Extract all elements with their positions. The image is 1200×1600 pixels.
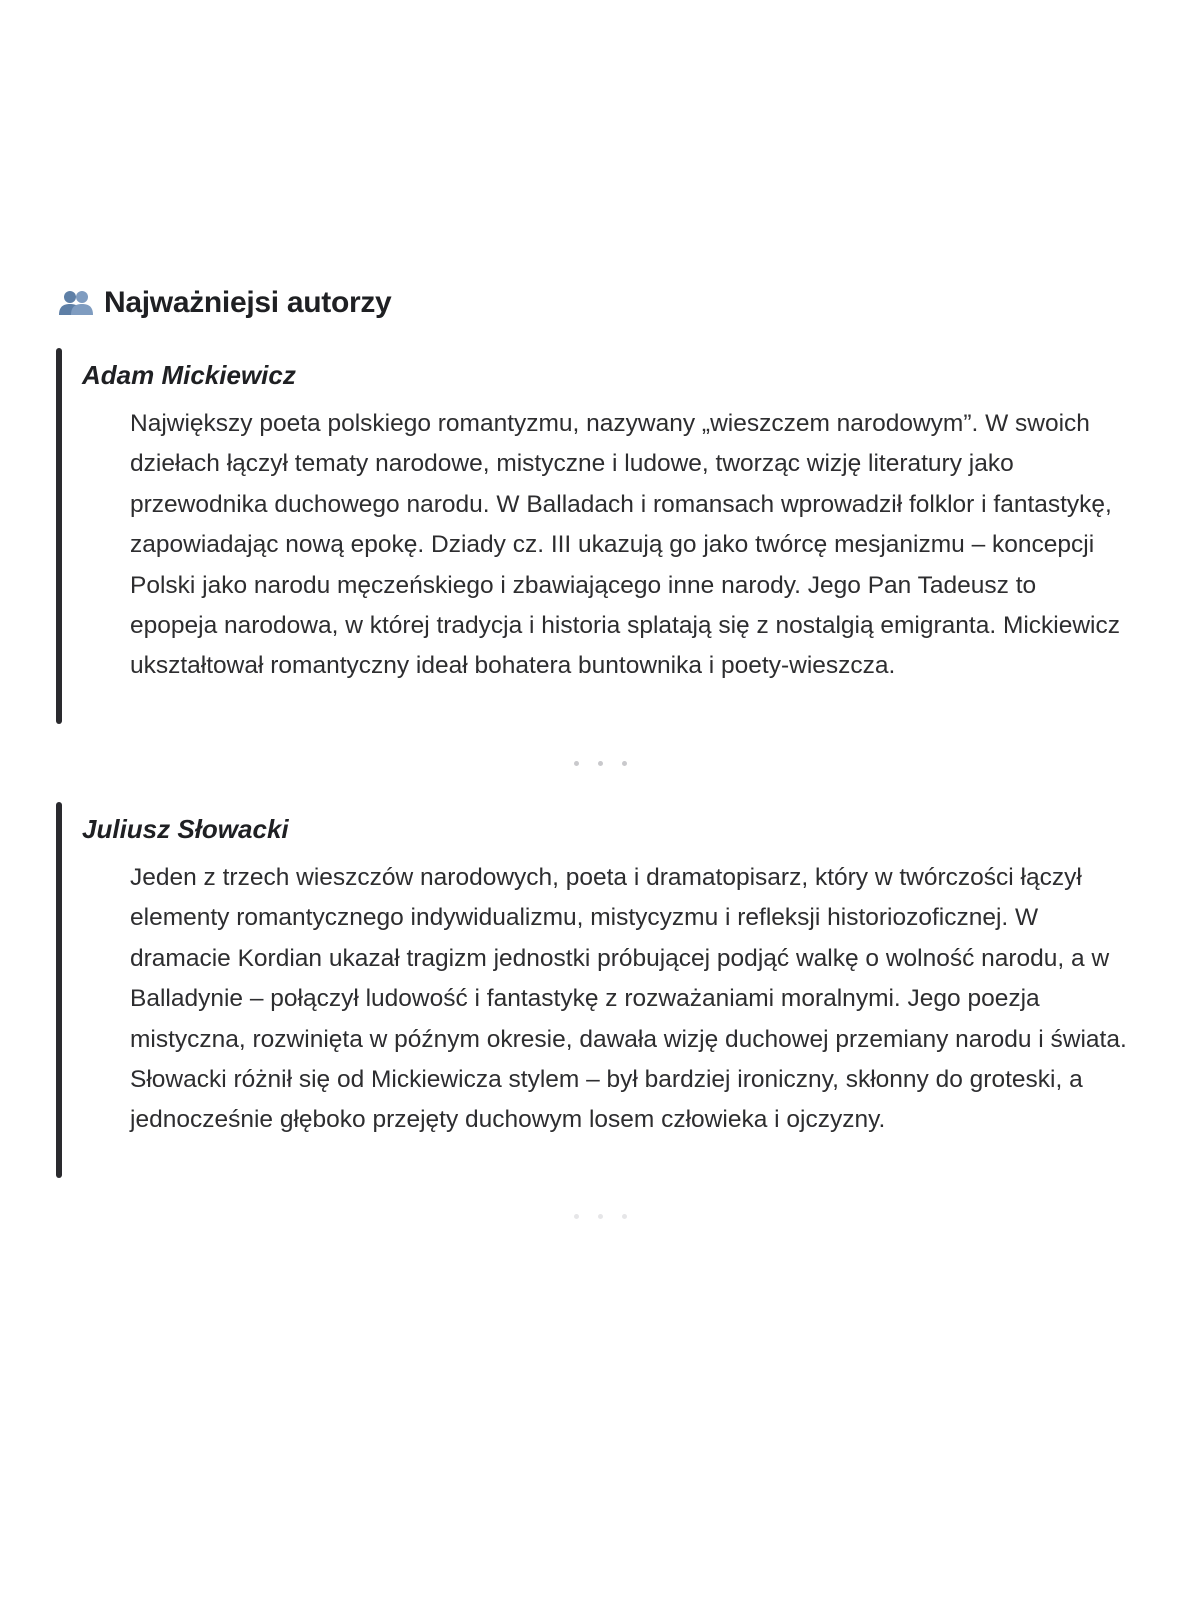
separator-dot <box>598 1214 603 1219</box>
separator <box>0 761 1200 766</box>
author-description: Jeden z trzech wieszczów narodowych, poeta i dramatopisarz, który w twórczości łączył elementy romantycznego indywidualizmu, mistycyzmu i refleksji historiozoficznej. W dramacie Kordian ukazał tragizm jednostki próbującej podjąć walkę o wolność narodu, a w Balladynie – połączył ludowość i fantastykę z rozważaniami moralnymi. Jego poezja mistyczna, rozwinięta w późnym okresie, dawała wizję duchowej przemiany narodu i świata. Słowacki różnił się od Mickiewicza stylem – był bardziej ironiczny, skłonny do groteski, a jednocześnie głęboko przejęty duchowym losem człowieka i ojczyzny. <box>130 864 1127 1134</box>
section-title: Najważniejsi autorzy <box>104 286 392 319</box>
people-icon <box>58 289 94 317</box>
section-header <box>58 286 391 320</box>
author-name: Juliusz Słowacki <box>82 814 289 844</box>
quote-bar <box>56 802 62 1178</box>
separator <box>0 1214 1200 1219</box>
quote-bar <box>56 348 62 724</box>
separator-dot <box>574 761 579 766</box>
author-block-slowacki <box>56 802 1146 1178</box>
separator-dot <box>622 1214 627 1219</box>
separator-dot <box>622 761 627 766</box>
author-description: Największy poeta polskiego romantyzmu, nazywany „wieszczem narodowym”. W swoich dziełach łączył tematy narodowe, mistyczne i ludowe, tworząc wizję literatury jako przewodnika duchowego narodu. W Balladach i romansach wprowadził folklor i fantastykę, zapowiadając nową epokę. Dziady cz. III ukazują go jako twórcę mesjanizmu – koncepcji Polski jako narodu męczeńskiego i zbawiającego inne narody. Jego Pan Tadeusz to epopeja narodowa, w której tradycja i historia splatają się z nostalgią emigranta. Mickiewicz ukształtował romantyczny ideał bohatera buntownika i poety-wieszcza. <box>130 410 1121 680</box>
author-block-mickiewicz <box>56 348 1146 724</box>
author-name: Adam Mickiewicz <box>82 360 296 390</box>
separator-dot <box>598 761 603 766</box>
separator-dot <box>574 1214 579 1219</box>
